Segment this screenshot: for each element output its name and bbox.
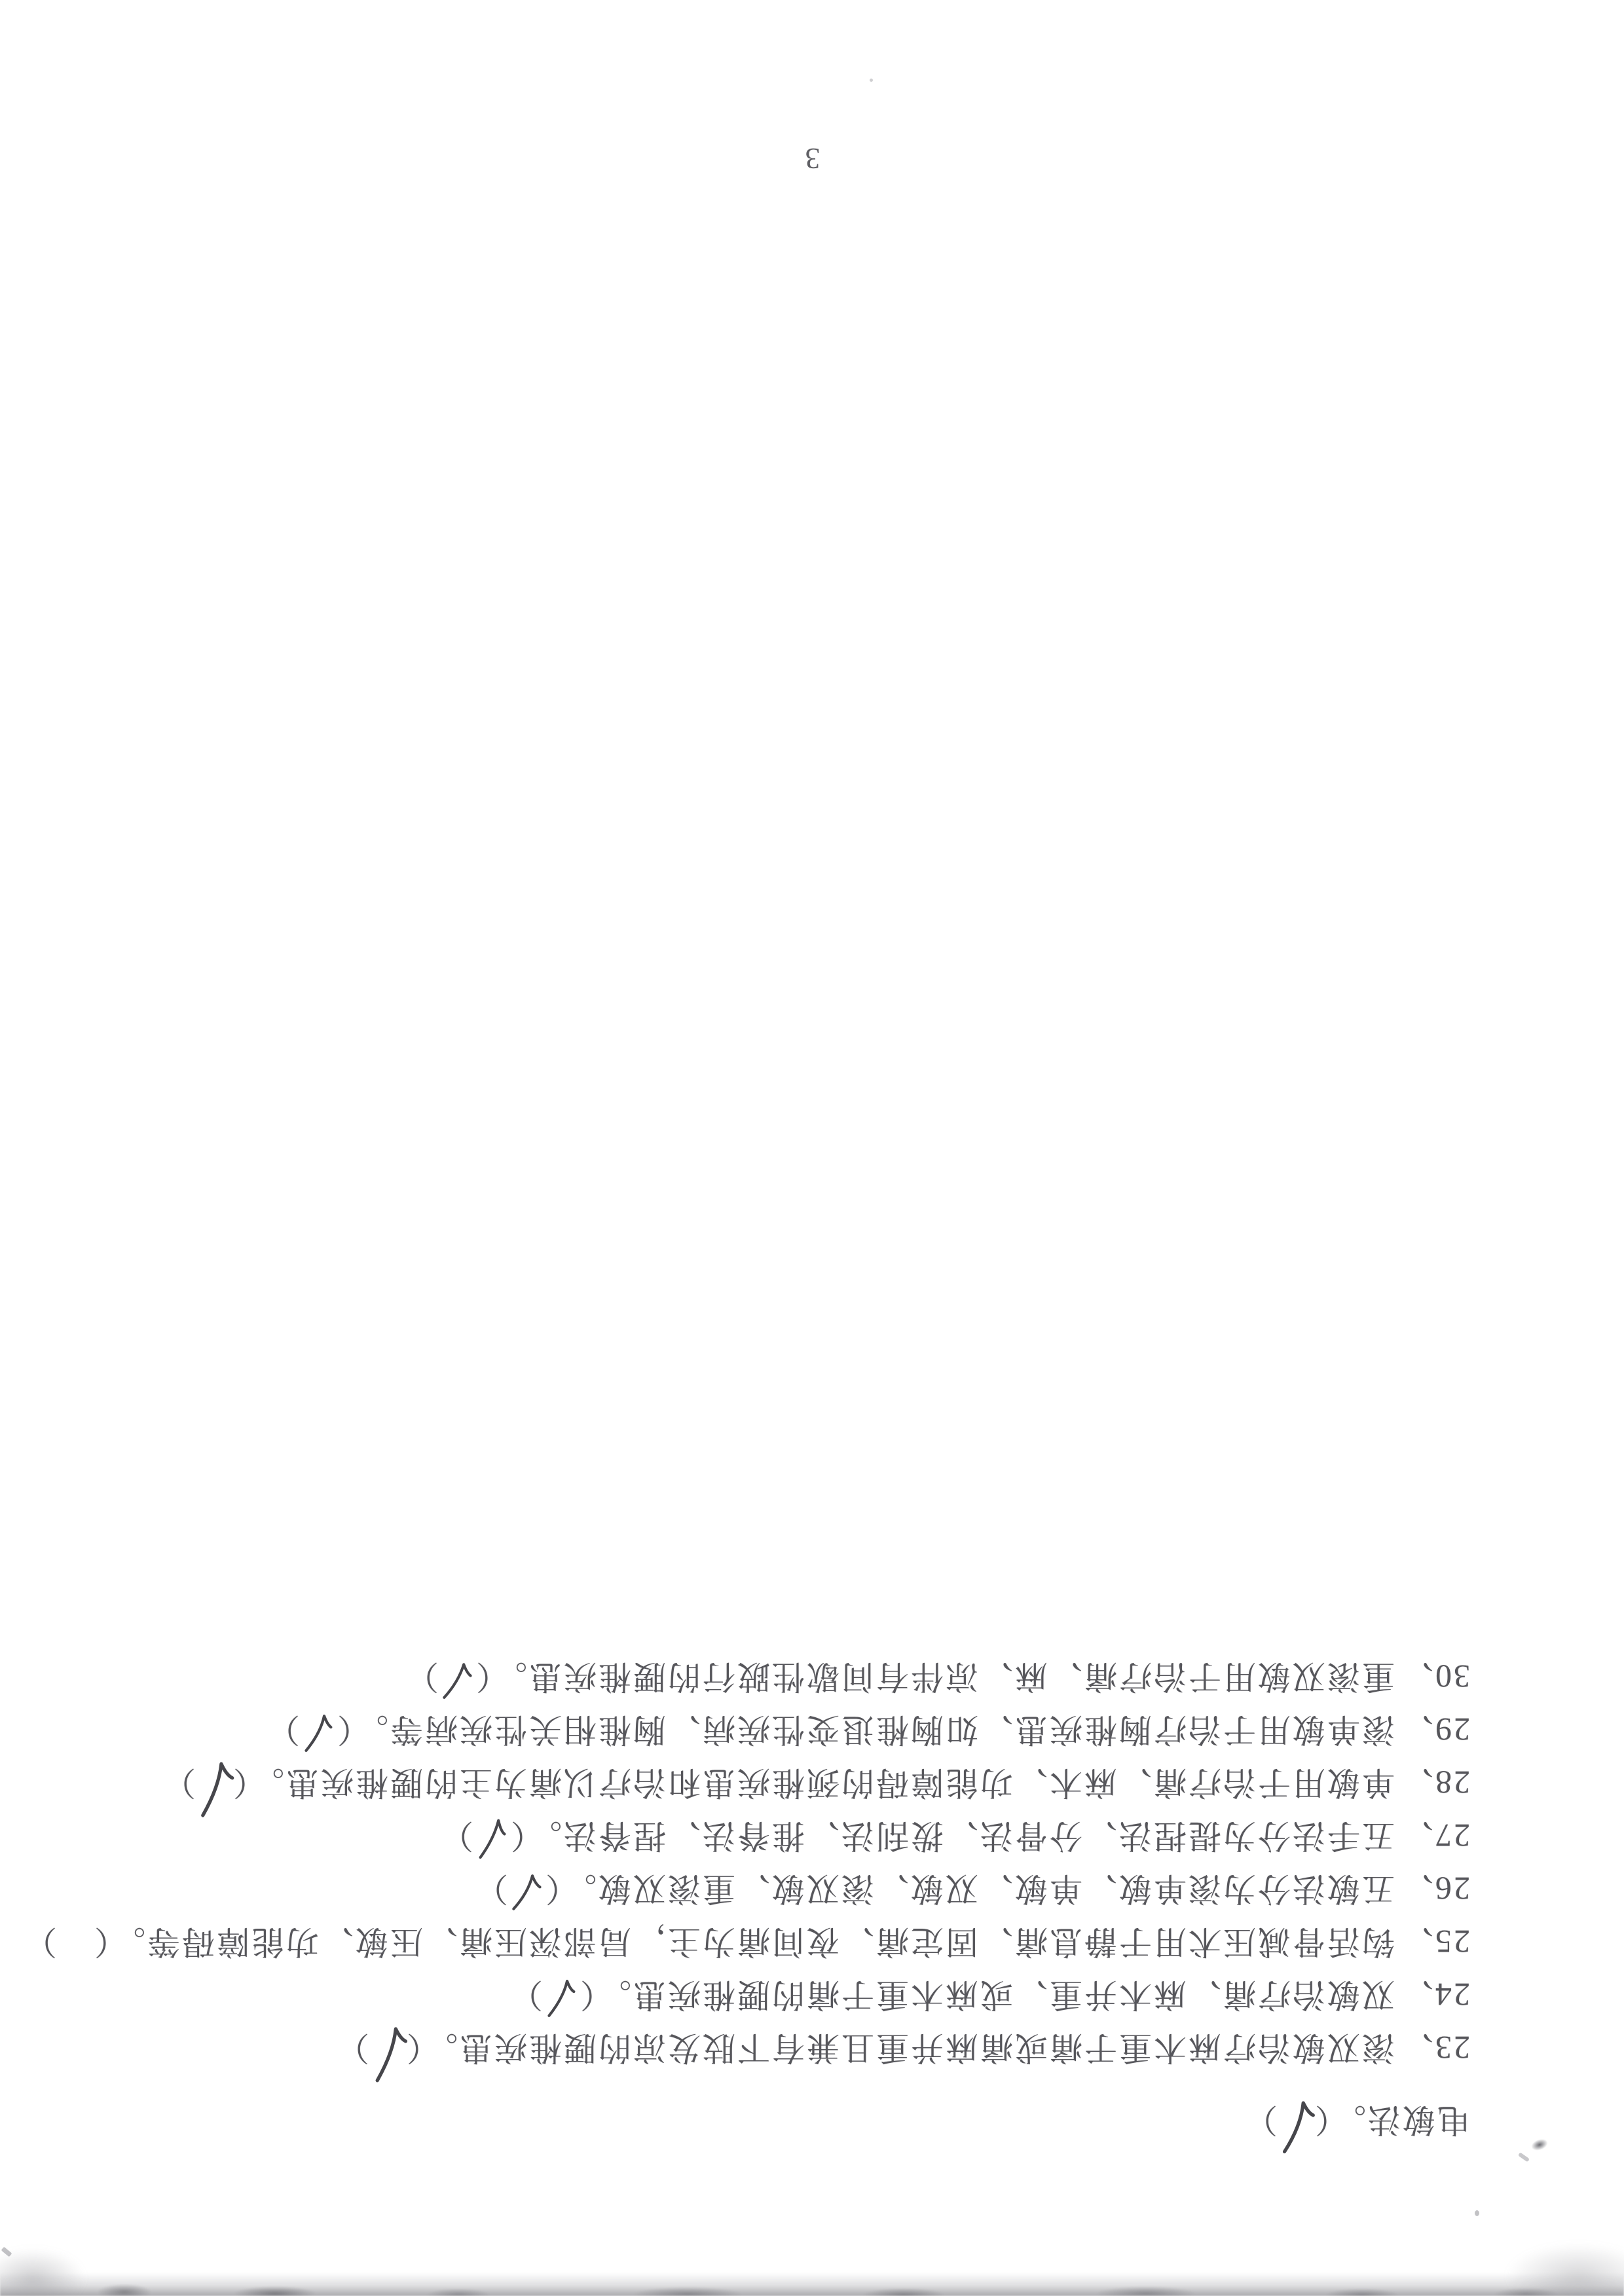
- answer-bracket-close: ）: [22, 1923, 57, 1960]
- handwritten-check: [369, 2029, 405, 2062]
- answer-bracket-close: ）: [265, 1711, 300, 1748]
- answer-bracket-open: （: [1313, 2102, 1331, 2138]
- handwritten-check: [300, 1711, 335, 1743]
- answer-bracket-open: （: [335, 1711, 354, 1748]
- question-27: [82, 1817, 1470, 1855]
- question-26: [82, 1870, 1470, 1908]
- dust-speck: [870, 79, 873, 82]
- question-text: 双敏治疗痛、麻木并重、或麻木重于痛的腰椎疾患。: [597, 1977, 1395, 2013]
- handwritten-check: [508, 1870, 544, 1903]
- dust-speck: [1475, 2210, 1479, 2216]
- answer-bracket-open: （: [405, 2030, 423, 2066]
- question-28: [82, 1764, 1470, 1802]
- question-number: 25、: [1399, 1923, 1470, 1960]
- answer-bracket-close: ）: [439, 1817, 473, 1854]
- question-24: [82, 1976, 1470, 2014]
- answer-bracket-close: ）: [161, 1764, 196, 1801]
- answer-bracket-close: ）: [335, 2030, 369, 2066]
- question-23: [82, 2029, 1470, 2067]
- question-30: [82, 1658, 1470, 1696]
- question-text: 钩活骨减压术用于静息痛、固定痛、夜间痛为主，局部深压痛、压敏、功能障碍等。: [111, 1923, 1395, 1960]
- question-number: 26、: [1399, 1870, 1470, 1907]
- answer-bracket-open: （: [92, 1923, 111, 1960]
- question-text: 重滚双敏用于治疗痛、麻、凉伴有间歇性跛行的腰椎疾患。: [492, 1658, 1395, 1695]
- handwritten-check: [1278, 2101, 1313, 2134]
- question-number: 23、: [1399, 2030, 1470, 2066]
- answer-bracket-close: ）: [508, 1977, 543, 2013]
- question-number: 27、: [1399, 1817, 1470, 1854]
- question-text: 电敏法。: [1331, 2102, 1470, 2138]
- handwritten-check: [196, 1764, 231, 1796]
- question-text: 滚单敏用于治疗胸椎疾患、如胸椎退变性疾病、胸椎相关性疾病等。: [354, 1711, 1395, 1748]
- question-number: 24、: [1399, 1977, 1470, 2013]
- answer-bracket-close: ）: [404, 1658, 439, 1695]
- handwritten-check: [543, 1976, 578, 2009]
- page-number: 3: [803, 142, 821, 175]
- answer-bracket-open: （: [578, 1977, 597, 2013]
- question-tail-line: [82, 2101, 1470, 2139]
- question-number: 30、: [1399, 1658, 1470, 1695]
- question-text: 五敏法分为滚单敏、单敏、双敏、滚双敏、重滚双敏。: [562, 1870, 1395, 1907]
- answer-bracket-close: ）: [1243, 2102, 1278, 2138]
- question-text: 滚双敏治疗麻木重于痛或痛麻并重且兼有下肢发凉的腰椎疾患。: [423, 2030, 1395, 2066]
- question-text: 单敏用于治疗痛、麻木、功能障碍的颈椎疾患和治疗以痛为主的腰椎疾患。: [249, 1764, 1395, 1801]
- answer-bracket-open: （: [509, 1817, 527, 1854]
- question-29: [82, 1711, 1470, 1749]
- scan-corner-smudge-right: [1506, 2244, 1624, 2296]
- answer-bracket-open: （: [231, 1764, 249, 1801]
- question-text: 五手法分为提捏法、分骨法、拨刮法、推脊法、捏脊法。: [527, 1817, 1395, 1854]
- answer-bracket-open: （: [474, 1658, 492, 1695]
- answer-bracket-close: ）: [473, 1870, 508, 1907]
- handwritten-check: [473, 1817, 509, 1850]
- scan-corner-smudge-left: [0, 2249, 85, 2296]
- scan-edge-shadow: [0, 2272, 1624, 2296]
- question-number: 28、: [1399, 1764, 1470, 1801]
- answer-bracket-open: （: [544, 1870, 562, 1907]
- question-25: [22, 1923, 1470, 1961]
- handwritten-check: [439, 1658, 474, 1690]
- question-number: 29、: [1399, 1711, 1470, 1748]
